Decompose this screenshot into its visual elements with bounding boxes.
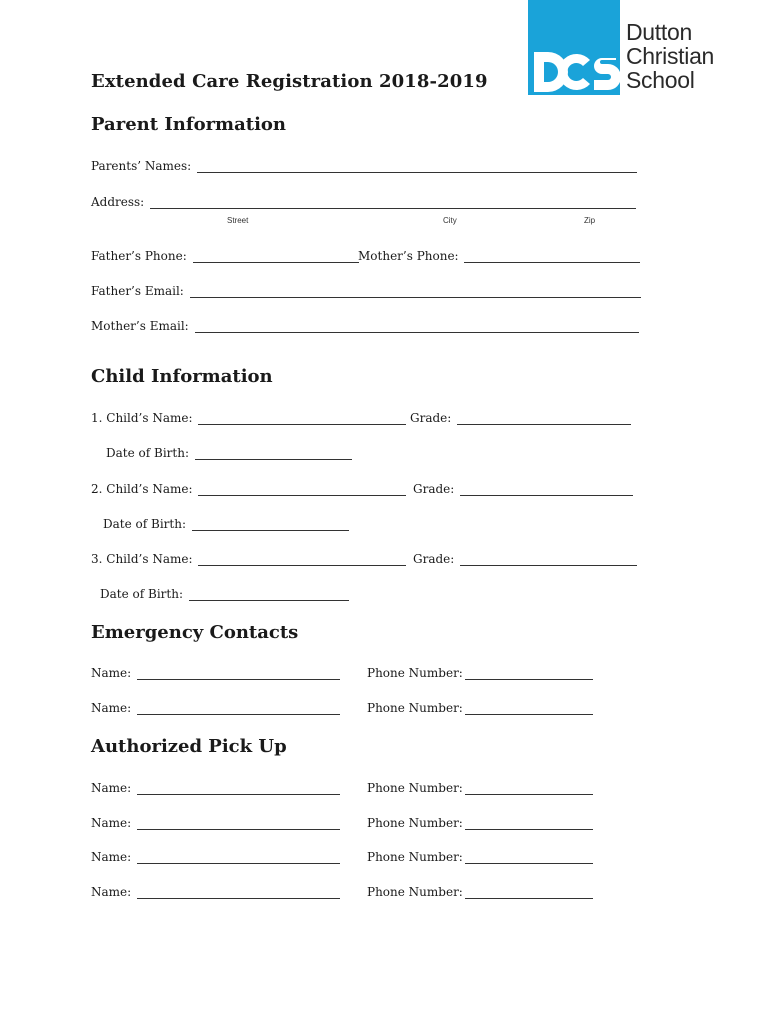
- father-email-label: Father’s Email:: [91, 284, 188, 298]
- pickup4-phone-line[interactable]: [465, 887, 593, 899]
- pickup1-name-field[interactable]: [91, 781, 340, 795]
- pickup3-name-label: Name:: [91, 850, 135, 864]
- child2-dob-line[interactable]: [192, 519, 349, 531]
- address-line[interactable]: [150, 197, 636, 209]
- child3-dob-line[interactable]: [189, 589, 349, 601]
- child3-grade-field[interactable]: [413, 552, 637, 566]
- child2-dob-label: Date of Birth:: [103, 517, 190, 531]
- pickup4-phone-field[interactable]: [367, 885, 593, 899]
- pickup3-phone-field[interactable]: [367, 850, 593, 864]
- child2-name-field[interactable]: [91, 482, 406, 496]
- child1-grade-label: Grade:: [410, 411, 456, 425]
- address-street-caption: Street: [227, 216, 249, 225]
- child2-grade-label: Grade:: [413, 482, 459, 496]
- child1-name-line[interactable]: [198, 413, 406, 425]
- pickup4-name-line[interactable]: [137, 887, 340, 899]
- child3-grade-line[interactable]: [460, 554, 637, 566]
- child3-grade-label: Grade:: [413, 552, 459, 566]
- emergency1-phone-label: Phone Number:: [367, 666, 463, 680]
- emergency1-name-label: Name:: [91, 666, 135, 680]
- parents-names-label: Parents’ Names:: [91, 159, 196, 173]
- pickup2-phone-field[interactable]: [367, 816, 593, 830]
- child2-name-label: 2. Child’s Name:: [91, 482, 197, 496]
- child1-name-label: 1. Child’s Name:: [91, 411, 197, 425]
- child1-name-field[interactable]: [91, 411, 406, 425]
- pickup3-phone-label: Phone Number:: [367, 850, 463, 864]
- child2-name-line[interactable]: [198, 484, 406, 496]
- child3-name-field[interactable]: [91, 552, 406, 566]
- pickup3-name-field[interactable]: [91, 850, 340, 864]
- child2-dob-field[interactable]: [103, 517, 349, 531]
- pickup3-name-line[interactable]: [137, 852, 340, 864]
- school-logo: [528, 0, 620, 95]
- emergency2-name-field[interactable]: [91, 701, 340, 715]
- mother-email-label: Mother’s Email:: [91, 319, 193, 333]
- child3-dob-field[interactable]: [100, 587, 349, 601]
- pickup2-phone-label: Phone Number:: [367, 816, 463, 830]
- emergency-contacts-heading: Emergency Contacts: [91, 622, 299, 643]
- logo-line-dutton: Dutton: [626, 19, 692, 45]
- father-phone-field[interactable]: [91, 249, 359, 263]
- child1-grade-line[interactable]: [457, 413, 631, 425]
- emergency1-name-line[interactable]: [137, 668, 340, 680]
- address-city-caption: City: [443, 216, 457, 225]
- mother-phone-field[interactable]: [358, 249, 640, 263]
- mother-phone-label: Mother’s Phone:: [358, 249, 463, 263]
- pickup2-name-label: Name:: [91, 816, 135, 830]
- emergency1-name-field[interactable]: [91, 666, 340, 680]
- parent-information-heading: Parent Information: [91, 114, 287, 135]
- pickup4-phone-label: Phone Number:: [367, 885, 463, 899]
- pickup2-name-field[interactable]: [91, 816, 340, 830]
- authorized-pickup-heading: Authorized Pick Up: [91, 736, 287, 757]
- pickup1-name-label: Name:: [91, 781, 135, 795]
- parents-names-field[interactable]: [91, 159, 637, 173]
- emergency2-phone-line[interactable]: [465, 703, 593, 715]
- child1-dob-line[interactable]: [195, 448, 352, 460]
- address-label: Address:: [91, 195, 149, 209]
- pickup1-name-line[interactable]: [137, 783, 340, 795]
- child1-grade-field[interactable]: [410, 411, 631, 425]
- child2-grade-line[interactable]: [460, 484, 633, 496]
- emergency2-phone-field[interactable]: [367, 701, 593, 715]
- child1-dob-field[interactable]: [106, 446, 352, 460]
- pickup4-name-label: Name:: [91, 885, 135, 899]
- father-phone-line[interactable]: [193, 251, 359, 263]
- parents-names-line[interactable]: [197, 161, 637, 173]
- child3-dob-label: Date of Birth:: [100, 587, 187, 601]
- logo-line-school: School: [626, 67, 695, 93]
- father-email-line[interactable]: [190, 286, 641, 298]
- emergency1-phone-field[interactable]: [367, 666, 593, 680]
- pickup1-phone-field[interactable]: [367, 781, 593, 795]
- pickup1-phone-label: Phone Number:: [367, 781, 463, 795]
- address-field[interactable]: [91, 195, 636, 209]
- child-information-heading: Child Information: [91, 366, 273, 387]
- emergency1-phone-line[interactable]: [465, 668, 593, 680]
- pickup4-name-field[interactable]: [91, 885, 340, 899]
- mother-email-field[interactable]: [91, 319, 639, 333]
- child3-name-label: 3. Child’s Name:: [91, 552, 197, 566]
- emergency2-name-label: Name:: [91, 701, 135, 715]
- mother-phone-line[interactable]: [464, 251, 640, 263]
- pickup1-phone-line[interactable]: [465, 783, 593, 795]
- pickup2-name-line[interactable]: [137, 818, 340, 830]
- pickup2-phone-line[interactable]: [465, 818, 593, 830]
- child2-grade-field[interactable]: [413, 482, 633, 496]
- emergency2-phone-label: Phone Number:: [367, 701, 463, 715]
- address-zip-caption: Zip: [584, 216, 596, 225]
- emergency2-name-line[interactable]: [137, 703, 340, 715]
- page-title: Extended Care Registration 2018-2019: [91, 71, 488, 92]
- child3-name-line[interactable]: [198, 554, 406, 566]
- mother-email-line[interactable]: [195, 321, 639, 333]
- logo-line-christian: Christian: [626, 43, 715, 69]
- father-phone-label: Father’s Phone:: [91, 249, 191, 263]
- pickup3-phone-line[interactable]: [465, 852, 593, 864]
- child1-dob-label: Date of Birth:: [106, 446, 193, 460]
- father-email-field[interactable]: [91, 284, 641, 298]
- dcs-monogram-icon: [528, 0, 620, 95]
